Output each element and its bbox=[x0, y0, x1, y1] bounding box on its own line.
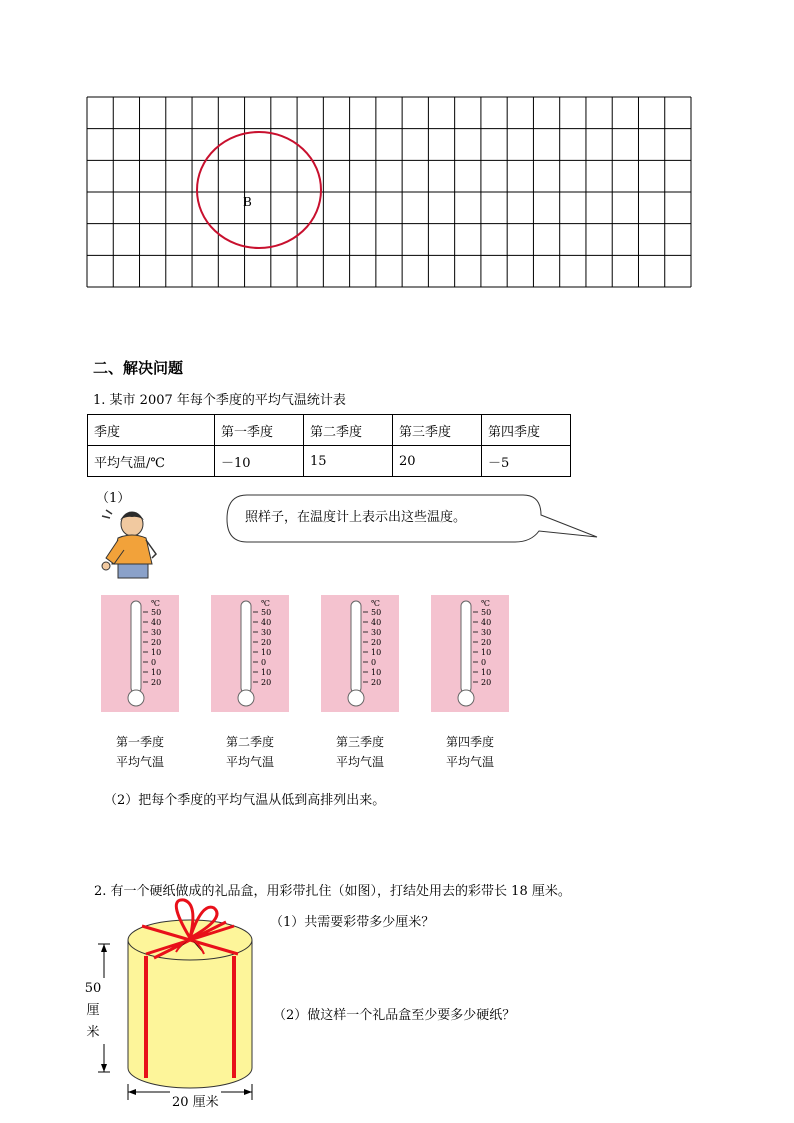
thermometer-caption bbox=[205, 732, 295, 772]
thermometer-tick-label: 20 bbox=[371, 678, 382, 687]
table-cell: 20 bbox=[393, 446, 482, 477]
thermometer-caption-line: 平均气温 bbox=[225, 755, 274, 769]
thermometer-tick-label: 30 bbox=[151, 628, 162, 637]
table-header-cell: 第二季度 bbox=[304, 415, 393, 446]
thermometer-unit: ℃ bbox=[371, 599, 380, 608]
q2-sub2: （2）做这样一个礼品盒至少要多少硬纸？ bbox=[273, 1008, 516, 1023]
thermometer-tick-label: 50 bbox=[261, 608, 272, 617]
thermometer bbox=[101, 595, 179, 712]
table-cell: －5 bbox=[482, 446, 571, 477]
table-header-cell: 第三季度 bbox=[393, 415, 482, 446]
thermometer-tick-label: 30 bbox=[371, 628, 382, 637]
table-header-row bbox=[88, 415, 571, 446]
section-heading: 二、解决问题 bbox=[93, 359, 184, 377]
thermometer-tick-label: 20 bbox=[151, 678, 162, 687]
table-cell: －10 bbox=[215, 446, 304, 477]
q2-title: 2. 有一个硬纸做成的礼品盒，用彩带扎住（如图），打结处用去的彩带长 18 厘米。 bbox=[94, 884, 571, 899]
thermometer-tick-label: 20 bbox=[261, 678, 272, 687]
thermometer bbox=[431, 595, 509, 712]
thermometer-tick-label: 40 bbox=[151, 618, 162, 627]
thermometer-tick-label: 10 bbox=[371, 648, 382, 657]
thermometer-tick-label: 50 bbox=[481, 608, 492, 617]
thermometer-tick-label: 50 bbox=[371, 608, 382, 617]
thermometer-caption-line: 第一季度 bbox=[115, 735, 164, 749]
thermometer-caption-line: 第四季度 bbox=[445, 735, 494, 749]
circle bbox=[197, 132, 321, 248]
thermometer-tick-label: 40 bbox=[371, 618, 382, 627]
thermometer-tick-label: 20 bbox=[371, 638, 382, 647]
thermometer-tick-label: 0 bbox=[371, 658, 377, 667]
thermometer-tick-label: 10 bbox=[151, 648, 162, 657]
thermometer-unit: ℃ bbox=[261, 599, 270, 608]
height-label-value: 50 bbox=[84, 981, 102, 996]
point-label: B bbox=[243, 195, 252, 209]
thermometer-tick-label: 0 bbox=[481, 658, 487, 667]
grid-figure bbox=[86, 96, 694, 290]
thermometer-caption-line: 平均气温 bbox=[115, 755, 164, 769]
thermometer-caption-line: 平均气温 bbox=[335, 755, 384, 769]
boy-illustration bbox=[98, 506, 162, 584]
thermometer-tick-label: 40 bbox=[261, 618, 272, 627]
thermometer-caption bbox=[425, 732, 515, 772]
thermometer-caption bbox=[315, 732, 405, 772]
thermometer-caption bbox=[95, 732, 185, 772]
table-header-cell: 第四季度 bbox=[482, 415, 571, 446]
thermometer-caption-line: 第三季度 bbox=[335, 735, 384, 749]
thermometer-tick-label: 20 bbox=[481, 638, 492, 647]
part1-label: （1） bbox=[96, 491, 131, 506]
table-cell: 平均气温/℃ bbox=[88, 446, 215, 477]
thermometer-tick-label: 10 bbox=[261, 668, 272, 677]
thermometer-tick-label: 10 bbox=[261, 648, 272, 657]
thermometer-tick-label: 0 bbox=[261, 658, 267, 667]
temperature-table bbox=[87, 414, 571, 477]
thermometer bbox=[321, 595, 399, 712]
thermometer-tick-label: 20 bbox=[481, 678, 492, 687]
thermometer-tick-label: 20 bbox=[151, 638, 162, 647]
part2-text: （2）把每个季度的平均气温从低到高排列出来。 bbox=[104, 793, 386, 808]
height-label-unit: 厘 bbox=[86, 1003, 100, 1018]
thermometer-tick-label: 20 bbox=[261, 638, 272, 647]
thermometer-tick-label: 30 bbox=[481, 628, 492, 637]
table-header-cell: 第一季度 bbox=[215, 415, 304, 446]
thermometer-tick-label: 10 bbox=[371, 668, 382, 677]
q2-sub1: （1）共需要彩带多少厘米？ bbox=[270, 915, 435, 930]
table-header-cell: 季度 bbox=[88, 415, 215, 446]
q1-title: 1. 某市 2007 年每个季度的平均气温统计表 bbox=[93, 393, 346, 408]
table-cell: 15 bbox=[304, 446, 393, 477]
table-row bbox=[88, 446, 571, 477]
thermometer-tick-label: 0 bbox=[151, 658, 157, 667]
thermometer-tick-label: 10 bbox=[481, 668, 492, 677]
thermometer-tick-label: 30 bbox=[261, 628, 272, 637]
thermometer-tick-label: 50 bbox=[151, 608, 162, 617]
speech-text: 照样子，在温度计上表示出这些温度。 bbox=[245, 510, 467, 525]
thermometer-unit: ℃ bbox=[151, 599, 160, 608]
thermometer-caption-line: 第二季度 bbox=[225, 735, 274, 749]
thermometer-tick-label: 40 bbox=[481, 618, 492, 627]
height-label-unit: 米 bbox=[86, 1025, 100, 1040]
thermometer-tick-label: 10 bbox=[151, 668, 162, 677]
diameter-label: 20 厘米 bbox=[170, 1091, 221, 1110]
thermometer bbox=[211, 595, 289, 712]
thermometer-unit: ℃ bbox=[481, 599, 490, 608]
height-label bbox=[80, 978, 106, 1044]
thermometer-caption-line: 平均气温 bbox=[445, 755, 494, 769]
thermometer-tick-label: 10 bbox=[481, 648, 492, 657]
grid-lines bbox=[87, 97, 691, 287]
